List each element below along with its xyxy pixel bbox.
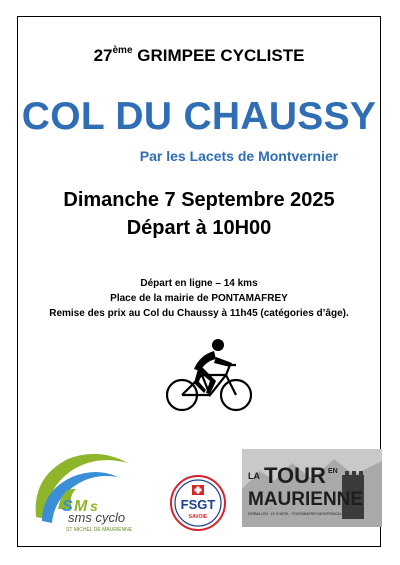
svg-text:HERMILLON · LE CHÂTEL · PONTAM: HERMILLON · LE CHÂTEL · PONTAMAFREY-MONTPASCAL: [248, 512, 342, 516]
fsgt-logo: [170, 475, 226, 531]
edition-suffix: ème: [112, 45, 133, 57]
svg-text:M: M: [74, 498, 88, 515]
event-type: GRIMPEE CYCLISTE: [137, 46, 305, 65]
flyer-page: [17, 16, 381, 547]
event-date: Dimanche 7 Septembre 2025: [63, 189, 335, 211]
event-subtitle: Par les Lacets de Montvernier: [139, 148, 339, 164]
svg-text:EN: EN: [328, 468, 338, 475]
edition-number: 27: [93, 46, 113, 65]
sms-cyclo-subtitle: ST MICHEL DE MAURIENNE: [66, 527, 133, 533]
sms-cyclo-name: sms cyclo: [68, 510, 126, 525]
la-tour-en-maurienne-logo: [242, 449, 382, 527]
detail-line: Remise des prix au Col du Chaussy à 11h45 (catégories d’âge).: [49, 308, 349, 319]
cyclist-icon: [164, 335, 254, 415]
svg-text:s: s: [90, 498, 98, 514]
svg-text:SAVOIE: SAVOIE: [188, 514, 208, 520]
event-title: COL DU CHAUSSY: [21, 95, 377, 138]
detail-line: Place de la mairie de PONTAMAFREY: [110, 293, 288, 304]
svg-text:MAURIENNE: MAURIENNE: [248, 489, 364, 510]
detail-line: Départ en ligne – 14 kms: [140, 278, 258, 289]
event-details: [18, 276, 380, 321]
svg-text:S: S: [62, 498, 73, 515]
event-start-time: Départ à 10H00: [126, 217, 272, 239]
svg-text:FSGT: FSGT: [180, 497, 216, 512]
svg-text:LA: LA: [248, 471, 260, 481]
edition-heading: [18, 46, 380, 66]
svg-text:TOUR: TOUR: [264, 463, 326, 488]
